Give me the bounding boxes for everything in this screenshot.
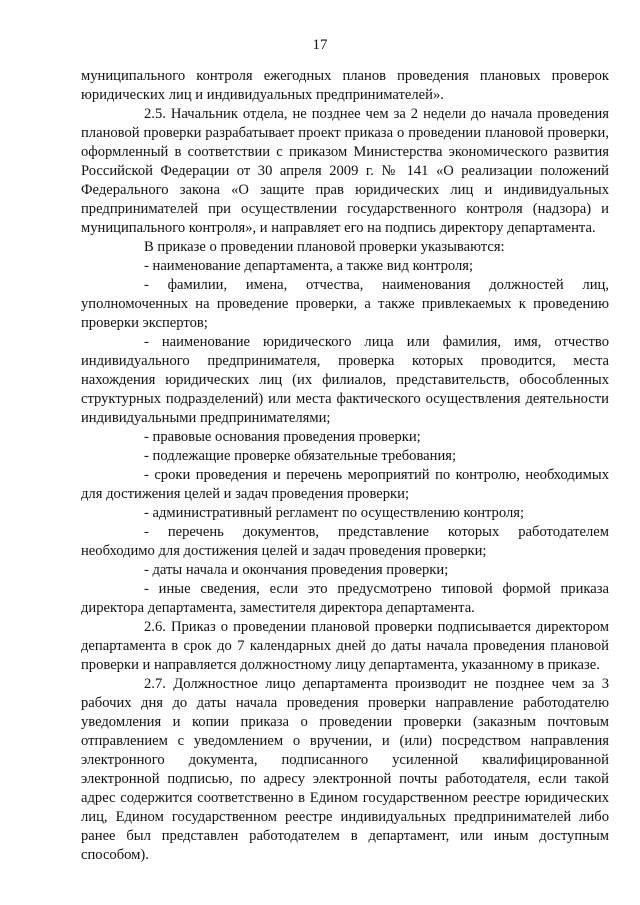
paragraph-2-7: 2.7. Должностное лицо департамента производит не позднее чем за 3 рабочих дня до даты начала проведения проверки направление работодателю уведомления и копии приказа о проведении проверки (заказным почтовым отправлением с уведомлением о вручении, и (или) посредством направления электронного документа, подписанного усиленной квалифицированной электронной подписью, по адресу электронной почты работодателя, если такой адрес содержится соответственно в Едином государственном реестре юридических лиц, Едином государственном реестре индивидуальных предпринимателей либо ранее был представлен работодателем в департамент, или иным доступным способом). (81, 676, 609, 863)
list-item-other-info: - иные сведения, если это предусмотрено типовой формой приказа директора департамента, заместителя директора департамента. (81, 581, 609, 616)
document-body (81, 67, 609, 865)
list-item-legal-grounds: - правовые основания проведения проверки; (144, 429, 421, 445)
paragraph-continuation: муниципального контроля ежегодных планов проведения плановых проверок юридических лиц и индивидуальных предпринимателей». (81, 68, 609, 103)
page-number: 17 (312, 37, 328, 53)
list-item-admin-regulation: - административный регламент по осуществлению контроля; (144, 505, 525, 521)
list-item-inspector-names: - фамилии, имена, отчества, наименования должностей лиц, уполномоченных на проведение проверки, а также привлекаемых к проведению проверки экспертов; (81, 277, 609, 331)
paragraph-order-contents-intro: В приказе о проведении плановой проверки указываются: (144, 239, 505, 255)
list-item-inspected-entity: - наименование юридического лица или фамилия, имя, отчество индивидуального предпринимателя, проверка которых проводится, места нахождения юридических лиц (их филиалов, представительств, обособленных структурных подразделений) или места фактического осуществления деятельности индивидуальными предпринимателями; (81, 334, 609, 426)
list-item-mandatory-requirements: - подлежащие проверке обязательные требования; (144, 448, 457, 464)
list-item-department-name: - наименование департамента, а также вид контроля; (144, 258, 474, 274)
list-item-dates: - даты начала и окончания проведения проверки; (144, 562, 449, 578)
paragraph-2-6: 2.6. Приказ о проведении плановой проверки подписывается директором департамента в срок до 7 календарных дней до даты начала проведения плановой проверки и направляется должностному лицу департамента, указанному в приказе. (81, 619, 609, 673)
list-item-deadlines-measures: - сроки проведения и перечень мероприятий по контролю, необходимых для достижения целей и задач проведения проверки; (81, 467, 609, 502)
paragraph-2-5: 2.5. Начальник отдела, не позднее чем за 2 недели до начала проведения плановой проверки разрабатывает проект приказа о проведении плановой проверки, оформленный в соответствии с приказом Министерства экономического развития Российской Федерации от 30 апреля 2009 г. № 141 «О реализации положений Федерального закона «О защите прав юридических лиц и индивидуальных предпринимателей при осуществлении государственного контроля (надзора) и муниципального контроля», и направляет его на подпись директору департамента. (81, 106, 609, 236)
list-item-documents-list: - перечень документов, представление которых работодателем необходимо для достижения целей и задач проведения проверки; (81, 524, 609, 559)
